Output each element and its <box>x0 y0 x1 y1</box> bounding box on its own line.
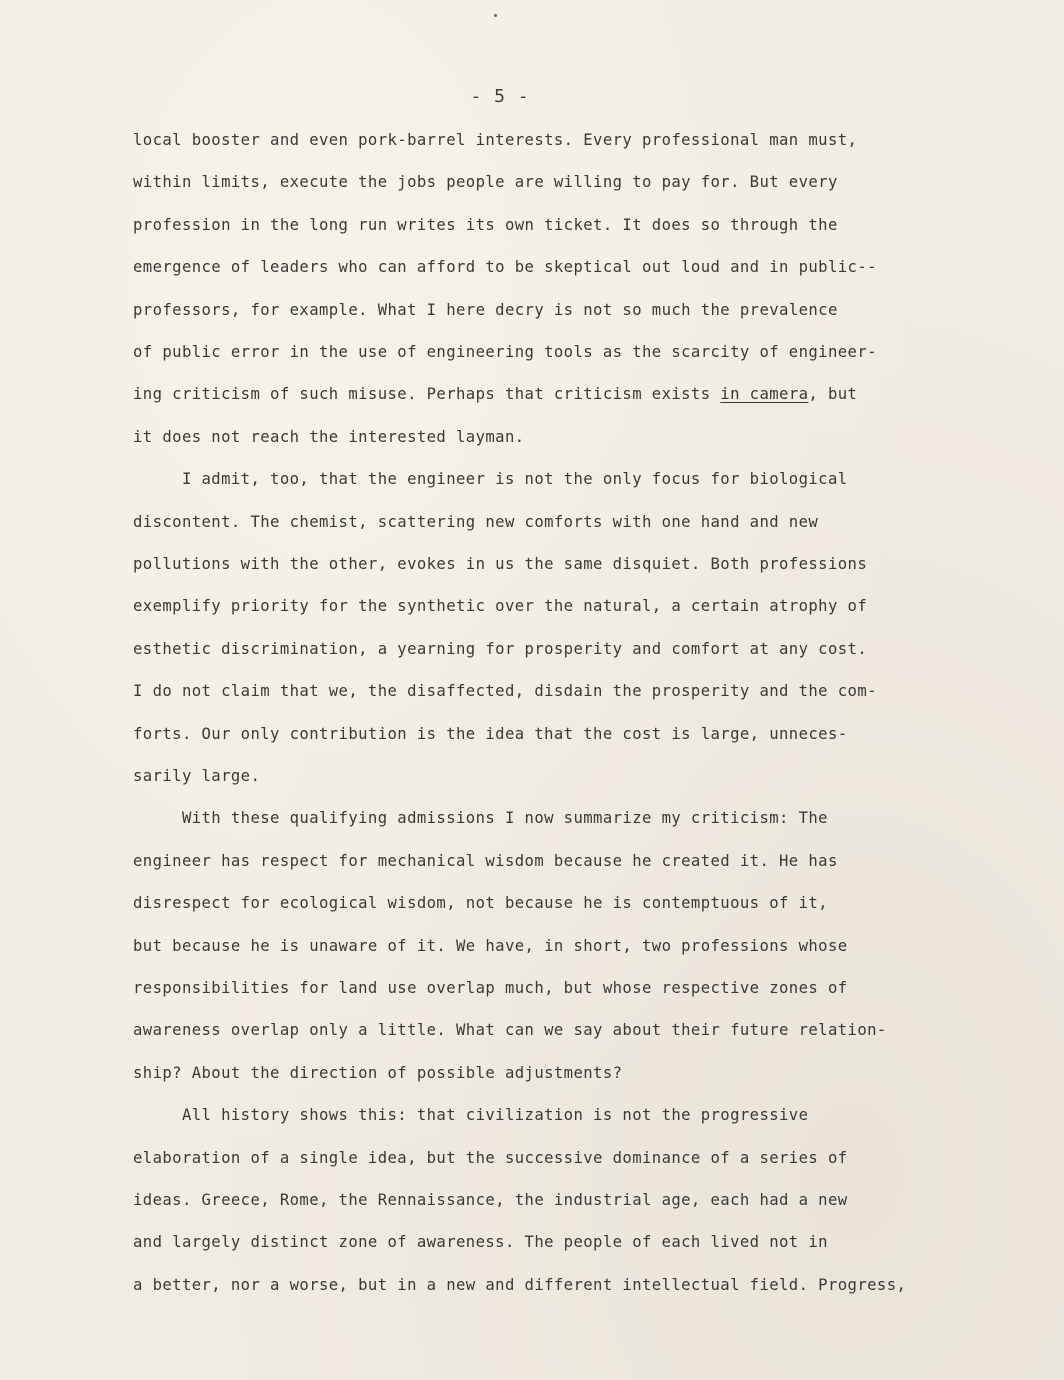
line-segment: ing criticism of such misuse. Perhaps that criticism exists <box>133 385 721 404</box>
text-line: profession in the long run writes its own ticket. It does so through the <box>133 215 838 234</box>
text-line: and largely distinct zone of awareness. The people of each lived not in <box>133 1233 828 1252</box>
text-line: within limits, execute the jobs people are willing to pay for. But every <box>133 173 838 192</box>
text-line: pollutions with the other, evokes in us the same disquiet. Both professions <box>133 555 868 573</box>
page-number: - 5 - <box>470 86 530 107</box>
text-line: elaboration of a single idea, but the successive dominance of a series of <box>133 1148 848 1167</box>
text-line: I admit, too, that the engineer is not the only focus for biological <box>133 470 848 489</box>
text-line: it does not reach the interested layman. <box>133 427 525 446</box>
text-line: local booster and even pork-barrel interests. Every professional man must, <box>133 131 858 149</box>
text-line: With these qualifying admissions I now summarize my criticism: The <box>133 809 828 828</box>
text-line: esthetic discrimination, a yearning for prosperity and comfort at any cost. <box>133 639 868 658</box>
text-line: exemplify priority for the synthetic over the natural, a certain atrophy of <box>133 597 868 616</box>
text-line: All history shows this: that civilization is not the progressive <box>133 1106 809 1125</box>
underlined-phrase: in camera <box>720 385 809 404</box>
text-line: I do not claim that we, the disaffected, disdain the prosperity and the com- <box>133 682 877 701</box>
text-line: sarily large. <box>133 767 261 785</box>
text-line <box>133 385 857 403</box>
text-line: of public error in the use of engineering tools as the scarcity of engineer- <box>133 343 877 361</box>
text-line: a better, nor a worse, but in a new and different intellectual field. Progress, <box>133 1275 907 1294</box>
text-line: engineer has respect for mechanical wisdom because he created it. He has <box>133 851 838 870</box>
text-line: disrespect for ecological wisdom, not because he is contemptuous of it, <box>133 894 828 913</box>
text-line: but because he is unaware of it. We have, in short, two professions whose <box>133 936 848 955</box>
text-line: emergence of leaders who can afford to be skeptical out loud and in public-- <box>133 258 877 277</box>
text-line: forts. Our only contribution is the idea that the cost is large, unneces- <box>133 724 848 743</box>
line-segment: , but <box>808 385 858 404</box>
paper-speck <box>494 14 497 17</box>
text-line: professors, for example. What I here decry is not so much the prevalence <box>133 300 838 319</box>
text-line: awareness overlap only a little. What can we say about their future relation- <box>133 1021 887 1040</box>
text-line: discontent. The chemist, scattering new comforts with one hand and new <box>133 512 819 531</box>
text-line: ideas. Greece, Rome, the Rennaissance, the industrial age, each had a new <box>133 1191 848 1209</box>
text-line: ship? About the direction of possible adjustments? <box>133 1063 623 1082</box>
text-line: responsibilities for land use overlap much, but whose respective zones of <box>133 979 848 997</box>
